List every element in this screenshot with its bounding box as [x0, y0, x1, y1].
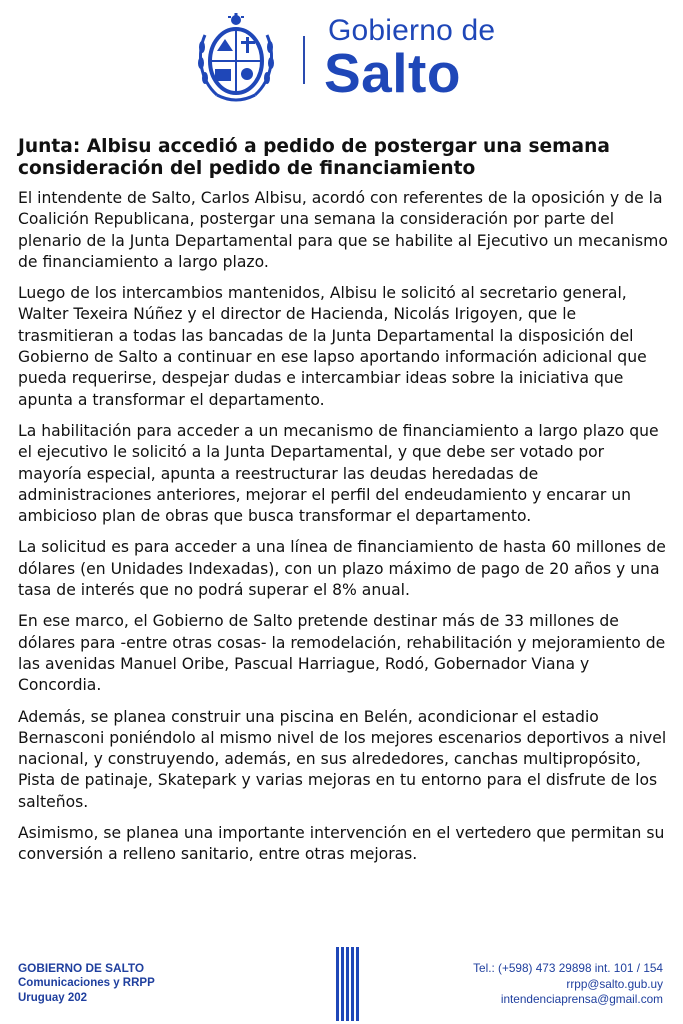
article-paragraph: Luego de los intercambios mantenidos, Albisu le solicitó al secretario general, Walter Texeira Núñez y el director de Hacienda, Nicolás Irigoyen, que le trasmitieran a todas las bancadas de la Junta Departamental la disposición del Gobierno de Salto a continuar en ese lapso aportando información adicional que pueda requerirse, despejar dudas e intercambiar ideas sobre la iniciativa que apunta a transformar el departamento.: [18, 284, 647, 409]
article-paragraph: La solicitud es para acceder a una línea de financiamiento de hasta 60 millones de dólares (en Unidades Indexadas), con un plazo máximo de pago de 20 años y una tasa de interés que no podrá superar el 8% anual.: [18, 538, 666, 600]
article-paragraph: En ese marco, el Gobierno de Salto pretende destinar más de 33 millones de dólares para -entre otras cosas- la remodelación, rehabilitación y mejoramiento de las avenidas Manuel Oribe, Pascual Harriague, Rodó, Gobernador Viana y Concordia.: [18, 612, 666, 695]
article: [18, 136, 668, 876]
article-title: Junta: Albisu accedió a pedido de postergar una semana consideración del pedido de financiamiento: [18, 136, 610, 179]
brand-line1: Gobierno de: [328, 14, 496, 47]
footer-email-prensa[interactable]: intendenciaprensa@gmail.com: [500, 992, 663, 1006]
footer-dept: Comunicaciones y RRPP: [18, 977, 155, 989]
brand-line2: Salto: [324, 42, 461, 104]
footer-email-rrpp[interactable]: rrpp@salto.gub.uy: [566, 976, 663, 991]
footer-contact-right: [473, 961, 663, 1008]
header: [0, 0, 683, 120]
footer-address: Uruguay 202: [18, 992, 88, 1004]
article-paragraph: El intendente de Salto, Carlos Albisu, acordó con referentes de la oposición y de la Coalición Republicana, postergar una semana la consideración por parte del plenario de la Junta Departamental para que se habilite al Ejecutivo un mecanismo de financiamiento a largo plazo.: [18, 189, 668, 271]
article-paragraph: La habilitación para acceder a un mecanismo de financiamiento a largo plazo que el ejecutivo le solicitó a la Junta Departamental, y que debe ser votado por mayoría especial, apunta a reestructurar las deudas heredadas de administraciones anteriores, mejorar el perfil del endeudamiento y encarar un ambicioso plan de obras que busca transformar el departamento.: [18, 421, 659, 526]
coat-of-arms-icon: [195, 13, 277, 105]
footer-org: GOBIERNO DE SALTO: [18, 961, 145, 975]
article-paragraph: Además, se planea construir una piscina en Belén, acondicionar el estadio Bernasconi poniéndolo al mismo nivel de los mejores escenarios deportivos a nivel nacional, y construyendo, además, en sus alrededores, canchas multipropósito, Pista de patinaje, Skatepark y varias mejoras en tu entorno para el disfrute de los salteños.: [18, 707, 667, 811]
footer-bars-icon: [336, 947, 360, 1021]
footer-contact-left: [18, 961, 155, 1006]
footer-phone: Tel.: (+598) 473 29898 int. 101 / 154: [473, 961, 663, 975]
header-divider: [303, 36, 305, 84]
article-paragraph: Asimismo, se planea una importante intervención en el vertedero que permitan su conversión a relleno sanitario, entre otras mejoras.: [18, 824, 665, 864]
